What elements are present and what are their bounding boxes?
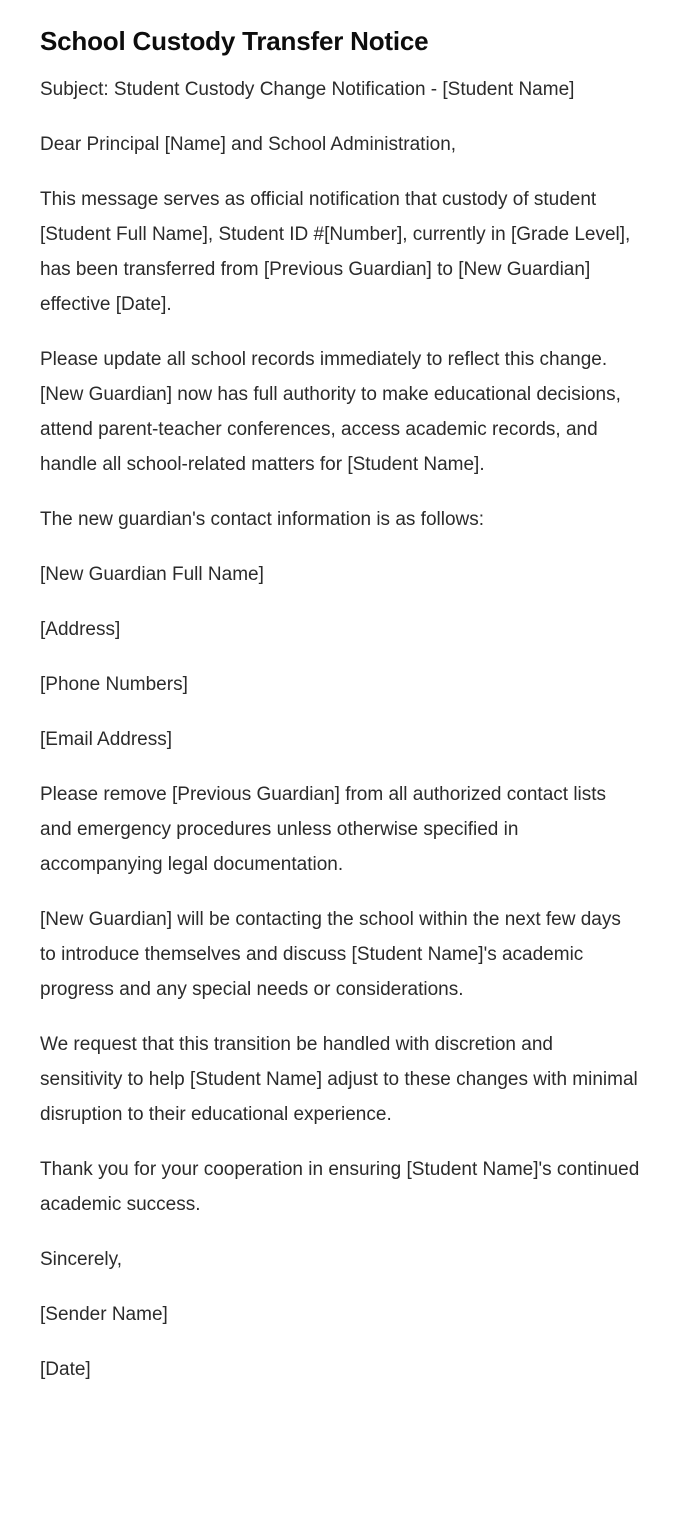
document-paragraph: Sincerely, [40,1249,123,1270]
document-paragraph: [Address] [40,619,121,640]
document-paragraph: [New Guardian Full Name] [40,564,264,585]
document-paragraph: [New Guardian] will be contacting the school within the next few days to introduce themselves and discuss [Student Name]'s academic progress and any special needs or considerations. [40,909,621,1000]
document-paragraph: Please update all school records immediately to reflect this change. [New Guardian] now has full authority to make educational decisions, attend parent-teacher conferences, access academic records, and handle all school-related matters for [Student Name]. [40,349,621,475]
document-paragraph: [Date] [40,1359,91,1380]
document-paragraph: We request that this transition be handled with discretion and sensitivity to help [Student Name] adjust to these changes with minimal disruption to their educational experience. [40,1034,638,1125]
document-paragraph: Dear Principal [Name] and School Administration, [40,134,457,155]
document-paragraph: [Sender Name] [40,1304,168,1325]
document-paragraph: [Phone Numbers] [40,674,188,695]
document-paragraph: Subject: Student Custody Change Notification - [Student Name] [40,79,575,100]
document-paragraph: Thank you for your cooperation in ensuring [Student Name]'s continued academic success. [40,1159,640,1215]
page-title: School Custody Transfer Notice [40,26,429,56]
document-paragraph: Please remove [Previous Guardian] from all authorized contact lists and emergency procedures unless otherwise specified in accompanying legal documentation. [40,784,607,875]
document-paragraph: [Email Address] [40,729,172,750]
document-paragraph: This message serves as official notification that custody of student [Student Full Name], Student ID #[Number], currently in [Grade Level], has been transferred from [Previous Guardian] to [New Guardian] effective [Date]. [40,189,631,315]
document-paragraph-list [40,72,640,1387]
document-paragraph: The new guardian's contact information is as follows: [40,509,485,530]
